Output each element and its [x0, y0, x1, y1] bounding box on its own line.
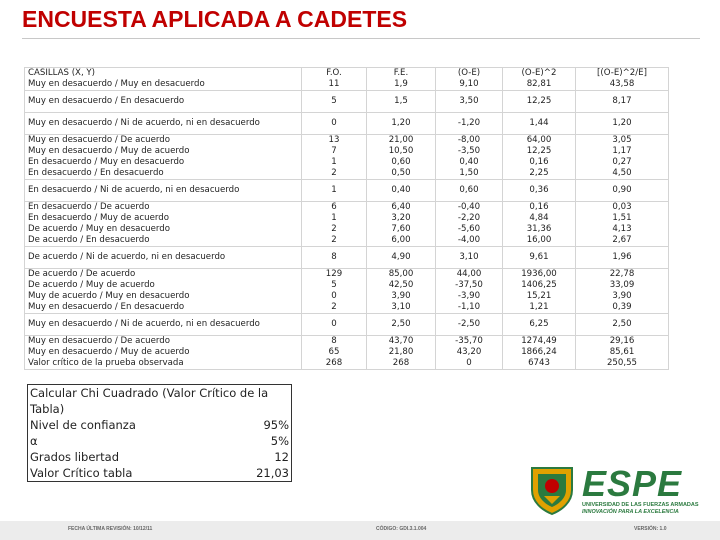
table-row — [25, 180, 669, 202]
footer-revision: FECHA ÚLTIMA REVISIÓN: 10/12/11 — [68, 526, 153, 532]
table-cell-value: 42,50 — [388, 280, 414, 290]
chi-label: Nivel de confianza — [30, 418, 136, 432]
cell-fe — [367, 247, 436, 269]
table-cell-value: 1,20 — [391, 118, 411, 128]
chi-square-table — [24, 67, 669, 370]
table-cell-value: 0,90 — [612, 185, 632, 195]
cell-oe2 — [503, 113, 576, 135]
table-cell-value: 250,55 — [606, 358, 638, 368]
column-header: (O-E)^2 — [521, 68, 557, 78]
table-cell-value: 43,20 — [456, 347, 482, 357]
row-label: De acuerdo / Muy de acuerdo — [28, 280, 155, 290]
table-cell-value: -3,50 — [457, 146, 481, 156]
row-label: Muy en desacuerdo / En desacuerdo — [28, 302, 185, 312]
row-label: Muy en desacuerdo / Ni de acuerdo, ni en desacuerdo — [28, 118, 260, 128]
table-row — [25, 247, 669, 269]
table-cell-value: 4,84 — [529, 213, 549, 223]
chi-value: 95% — [263, 418, 289, 432]
cell-oe — [436, 314, 503, 336]
table-cell-value: -2,20 — [457, 213, 481, 223]
cell-fo — [302, 113, 367, 135]
cell-oe2 — [503, 336, 576, 370]
row-label: Valor crítico de la prueba observada — [28, 358, 184, 368]
cell-oe — [436, 113, 503, 135]
cell-fe — [367, 336, 436, 370]
table-cell-value: 0,36 — [529, 185, 549, 195]
table-cell-value: 1,96 — [612, 252, 632, 262]
cell-ratio — [576, 202, 669, 247]
espe-logo-text — [582, 463, 699, 516]
table-row — [25, 135, 669, 180]
cell-fo — [302, 202, 367, 247]
column-header: F.O. — [326, 68, 342, 78]
logo-line2: INNOVACIÓN PARA LA EXCELENCIA — [582, 509, 679, 515]
cell-ratio — [576, 180, 669, 202]
table-cell-value: 2 — [331, 235, 337, 245]
table-cell-value: 1866,24 — [521, 347, 557, 357]
table-cell-value: 0,16 — [529, 157, 549, 167]
table-header-row — [25, 68, 669, 91]
table-cell-value: 9,61 — [529, 252, 549, 262]
cell-fe — [367, 113, 436, 135]
row-label-cell — [25, 202, 302, 247]
table-cell-value: 0 — [331, 319, 337, 329]
table-cell-value: 1 — [331, 213, 337, 223]
table-cell-value: -0,40 — [457, 202, 481, 212]
table-cell-value: 10,50 — [388, 146, 414, 156]
table-cell-value: 0,60 — [459, 185, 479, 195]
table-cell-value: 2 — [331, 224, 337, 234]
table-cell-value: 13 — [328, 135, 340, 145]
table-cell-value: 6 — [331, 202, 337, 212]
table-cell-value: 0,27 — [612, 157, 632, 167]
table-cell-value: 1,9 — [394, 79, 408, 89]
row-label: Muy en desacuerdo / Muy de acuerdo — [28, 347, 190, 357]
table-cell-value: 3,90 — [391, 291, 411, 301]
table-cell-value: -4,00 — [457, 235, 481, 245]
table-cell-value: 8 — [331, 336, 337, 346]
row-label-cell — [25, 180, 302, 202]
page-title: ENCUESTA APLICADA A CADETES — [22, 6, 408, 32]
chi-row — [28, 465, 292, 482]
chi-value: 12 — [274, 450, 289, 464]
cell-oe — [436, 269, 503, 314]
table-cell-value: -1,20 — [457, 118, 481, 128]
row-label-cell — [25, 91, 302, 113]
cell-oe2 — [503, 247, 576, 269]
table-cell-value: 31,36 — [526, 224, 552, 234]
column-header: F.E. — [393, 68, 409, 78]
cell-fe — [367, 269, 436, 314]
logo-line1: UNIVERSIDAD DE LAS FUERZAS ARMADAS — [582, 502, 699, 508]
cell-fo — [302, 91, 367, 113]
cell-fo — [302, 336, 367, 370]
table-cell-value: 7,60 — [391, 224, 411, 234]
table-cell-value: 1406,25 — [521, 280, 557, 290]
table-cell-value: -2,50 — [457, 319, 481, 329]
table-cell-value: 21,80 — [388, 347, 414, 357]
table-cell-value: 0 — [466, 358, 472, 368]
row-label: En desacuerdo / De acuerdo — [28, 202, 150, 212]
cell-fe — [367, 314, 436, 336]
cell-oe2 — [503, 91, 576, 113]
chi-row — [28, 449, 292, 465]
table-cell-value: 268 — [325, 358, 343, 368]
table-cell-value: 0,40 — [391, 185, 411, 195]
cell-fo — [302, 247, 367, 269]
table-cell-value: 6743 — [528, 358, 550, 368]
cell-fo — [302, 314, 367, 336]
chi-label: Valor Crítico tabla — [30, 466, 133, 480]
table-row — [25, 314, 669, 336]
header-oe2-cell — [503, 68, 576, 91]
header-fo-cell — [302, 68, 367, 91]
table-cell-value: 4,50 — [612, 168, 632, 178]
footer-version: VERSIÓN: 1.0 — [634, 526, 667, 532]
table-cell-value: 1,21 — [529, 302, 549, 312]
cell-fe — [367, 91, 436, 113]
header-ratio-cell — [576, 68, 669, 91]
header-oe-cell — [436, 68, 503, 91]
row-label-cell — [25, 269, 302, 314]
table-cell-value: 12,25 — [526, 96, 552, 106]
table-cell-value: 85,00 — [388, 269, 414, 279]
table-cell-value: 129 — [325, 269, 343, 279]
table-cell-value: 1,20 — [612, 118, 632, 128]
cell-fe — [367, 135, 436, 180]
row-label: Muy en desacuerdo / Muy de acuerdo — [28, 146, 190, 156]
cell-fo — [302, 180, 367, 202]
table-cell-value: 1,44 — [529, 118, 549, 128]
table-cell-value: 1274,49 — [521, 336, 557, 346]
cell-oe — [436, 247, 503, 269]
table-cell-value: 44,00 — [456, 269, 482, 279]
cell-fo — [302, 269, 367, 314]
table-row — [25, 91, 669, 113]
cell-ratio — [576, 336, 669, 370]
table-cell-value: -8,00 — [457, 135, 481, 145]
table-cell-value: 5 — [331, 96, 337, 106]
cell-oe2 — [503, 314, 576, 336]
table-cell-value: 11 — [328, 79, 340, 89]
table-cell-value: 82,81 — [526, 79, 552, 89]
table-cell-value: 0,39 — [612, 302, 632, 312]
table-row — [25, 202, 669, 247]
logo-name: ESPE — [582, 463, 683, 504]
table-cell-value: 2 — [331, 302, 337, 312]
chi-value: 5% — [270, 434, 289, 448]
row-label-cell — [25, 113, 302, 135]
row-label: En desacuerdo / Ni de acuerdo, ni en desacuerdo — [28, 185, 240, 195]
table-cell-value: 2 — [331, 168, 337, 178]
table-cell-value: -1,10 — [457, 302, 481, 312]
table-cell-value: 2,50 — [612, 319, 632, 329]
table-cell-value: 3,10 — [459, 252, 479, 262]
table-cell-value: 65 — [328, 347, 340, 357]
table-cell-value: 2,50 — [391, 319, 411, 329]
footer-code: CÓDIGO: GDI.3.1.004 — [376, 526, 427, 532]
table-cell-value: 2,67 — [612, 235, 632, 245]
table-cell-value: 85,61 — [609, 347, 635, 357]
row-label: De acuerdo / En desacuerdo — [28, 235, 150, 245]
cell-ratio — [576, 91, 669, 113]
table-row — [25, 269, 669, 314]
table-cell-value: 16,00 — [526, 235, 552, 245]
table-cell-value: 0,50 — [391, 168, 411, 178]
table-cell-value: 0,16 — [529, 202, 549, 212]
table-cell-value: 2,25 — [529, 168, 549, 178]
table-cell-value: 15,21 — [526, 291, 552, 301]
chi-label: α — [30, 434, 38, 448]
table-cell-value: 3,50 — [459, 96, 479, 106]
row-label: Muy en desacuerdo / De acuerdo — [28, 135, 170, 145]
table-cell-value: 1,17 — [612, 146, 632, 156]
table-cell-value: 29,16 — [609, 336, 635, 346]
table-cell-value: 268 — [392, 358, 410, 368]
cell-ratio — [576, 314, 669, 336]
table-cell-value: 3,05 — [612, 135, 632, 145]
cell-ratio — [576, 269, 669, 314]
table-cell-value: 1936,00 — [521, 269, 557, 279]
row-label-cell — [25, 247, 302, 269]
column-header: (O-E) — [457, 68, 481, 78]
table-cell-value: 0,40 — [459, 157, 479, 167]
row-label: De acuerdo / Ni de acuerdo, ni en desacuerdo — [28, 252, 226, 262]
row-label: De acuerdo / Muy en desacuerdo — [28, 224, 170, 234]
cell-oe — [436, 180, 503, 202]
table-cell-value: 8 — [331, 252, 337, 262]
column-header: [(O-E)^2/E] — [597, 68, 647, 78]
table-cell-value: -35,70 — [455, 336, 483, 346]
row-label: De acuerdo / De acuerdo — [28, 269, 136, 279]
table-cell-value: 4,90 — [391, 252, 411, 262]
cell-oe — [436, 202, 503, 247]
row-label: En desacuerdo / En desacuerdo — [28, 168, 164, 178]
cell-oe — [436, 91, 503, 113]
header-label-line: CASILLAS (X, Y) — [28, 68, 96, 78]
row-label: Muy en desacuerdo / En desacuerdo — [28, 96, 185, 106]
row-label: Muy en desacuerdo / Ni de acuerdo, ni en desacuerdo — [28, 319, 260, 329]
row-label: En desacuerdo / Muy en desacuerdo — [28, 157, 185, 167]
chi-row — [28, 433, 292, 449]
row-label: Muy de acuerdo / Muy en desacuerdo — [28, 291, 190, 301]
table-cell-value: 3,20 — [391, 213, 411, 223]
cell-oe2 — [503, 269, 576, 314]
table-cell-value: 0,60 — [391, 157, 411, 167]
table-cell-value: 0 — [331, 118, 337, 128]
cell-ratio — [576, 113, 669, 135]
chi-label: Grados libertad — [30, 450, 120, 464]
cell-oe — [436, 336, 503, 370]
header-fe-cell — [367, 68, 436, 91]
chi-row — [28, 417, 292, 433]
row-label: En desacuerdo / Muy de acuerdo — [28, 213, 169, 223]
table-cell-value: 7 — [331, 146, 337, 156]
cell-oe2 — [503, 202, 576, 247]
table-cell-value: 1 — [331, 157, 337, 167]
table-cell-value: 1,50 — [459, 168, 479, 178]
cell-ratio — [576, 247, 669, 269]
cell-oe2 — [503, 135, 576, 180]
table-cell-value: 3,90 — [612, 291, 632, 301]
chi-value: 21,03 — [256, 466, 289, 480]
table-cell-value: 9,10 — [459, 79, 479, 89]
table-cell-value: -37,50 — [455, 280, 483, 290]
row-label: Muy en desacuerdo / De acuerdo — [28, 336, 170, 346]
chi-heading: Calcular Chi Cuadrado (Valor Crítico de la Tabla) — [30, 386, 269, 416]
table-cell-value: 6,00 — [391, 235, 411, 245]
header-label-cell — [25, 68, 302, 91]
table-cell-value: 43,70 — [388, 336, 414, 346]
row-label-cell — [25, 336, 302, 370]
table-cell-value: 33,09 — [609, 280, 635, 290]
cell-fo — [302, 135, 367, 180]
table-cell-value: 64,00 — [526, 135, 552, 145]
table-cell-value: 1,5 — [394, 96, 408, 106]
cell-oe — [436, 135, 503, 180]
table-cell-value: -5,60 — [457, 224, 481, 234]
table-cell-value: 0 — [331, 291, 337, 301]
table-row — [25, 336, 669, 370]
cell-fe — [367, 202, 436, 247]
row-label-cell — [25, 314, 302, 336]
table-cell-value: 0,03 — [612, 202, 632, 212]
table-cell-value: -3,90 — [457, 291, 481, 301]
chi-critical-value-box — [27, 384, 292, 482]
table-cell-value: 4,13 — [612, 224, 632, 234]
table-cell-value: 1,51 — [612, 213, 632, 223]
cell-oe2 — [503, 180, 576, 202]
table-row — [25, 113, 669, 135]
table-cell-value: 6,25 — [529, 319, 549, 329]
table-cell-value: 1 — [331, 185, 337, 195]
table-cell-value: 43,58 — [609, 79, 635, 89]
table-cell-value: 6,40 — [391, 202, 411, 212]
table-cell-value: 21,00 — [388, 135, 414, 145]
cell-fe — [367, 180, 436, 202]
table-cell-value: 3,10 — [391, 302, 411, 312]
table-cell-value: 12,25 — [526, 146, 552, 156]
espe-shield-logo — [526, 464, 578, 516]
table-cell-value: 22,78 — [609, 269, 635, 279]
header-label-line: Muy en desacuerdo / Muy en desacuerdo — [28, 79, 205, 89]
title-divider — [22, 38, 700, 39]
table-cell-value: 5 — [331, 280, 337, 290]
table-cell-value: 8,17 — [612, 96, 632, 106]
cell-ratio — [576, 135, 669, 180]
row-label-cell — [25, 135, 302, 180]
